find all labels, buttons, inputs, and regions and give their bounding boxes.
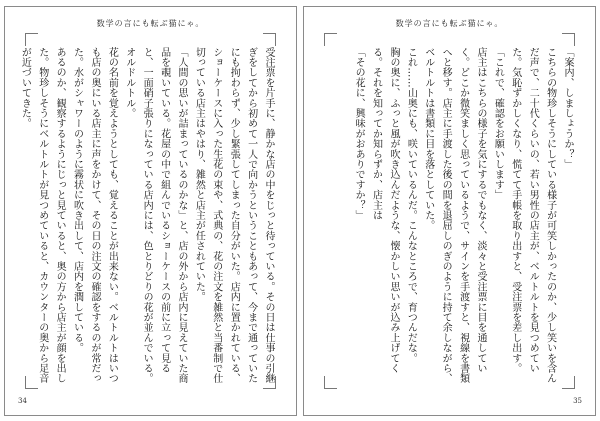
right-page (303, 6, 596, 416)
left-page (4, 6, 297, 416)
paragraph: あるのか、観察するようにじっと見ていると、奥の方から店主が顔を出した。物珍しそうにベルトルトが見つめていると、カウンターの奥から足音が近づいてきた。 (19, 47, 66, 384)
paragraph: 「これで、確認をお願いします」 (492, 47, 504, 200)
paragraph: 受注票を片手に、静かな店の中をじっと待っている。その日は仕事の引継ぎをしてから初めて一人で向かうということもあって、今まで通っていたにも拘わらず、少し緊張してしまった自分がいた。店内に置かれている、ショーケースに入った生花の束や、式典の、花の注文を雑然と当番制で仕切っている店主はやはり、雑然と店主が任されていた。 (193, 47, 274, 384)
paragraph: 「案内、しましょうか？」 (562, 47, 573, 170)
vertical-text-column (350, 47, 576, 385)
paragraph: 「人間の思いが詰まっているのかな」と、店の外から店内に見えていた商品を覗いている。花屋の中で組んでいるショーケースの前に立って見ると、一面硝子張りになっている店内には、色とりどりの花が並んでいる。オルドルトル。 (123, 47, 187, 384)
paragraph: これ……山奥にも、咲いているんだ。こんなところで、育つんだな。 (405, 47, 417, 364)
paragraph: こちらの物珍しそうにしている様子が可笑しかったのか、少し笑いを含んだ声で、二十代くらいの、若い男性の店主が、ベルトルトを見つめていた。気恥ずかしくなり、慌てて手帳を取り出すと、受注票を差し出す。 (509, 47, 556, 384)
crop-mark (263, 33, 276, 46)
crop-mark (25, 33, 38, 46)
running-header-right: 数学の言にも転ぶ猫にゃ。 (395, 19, 504, 28)
page-number-left: 34 (18, 397, 27, 405)
running-header-left: 数学の言にも転ぶ猫にゃ。 (96, 19, 205, 28)
paragraph: 胸の奥に、ふっと風が吹き込んだような、懐かしい思いが込み上げてくる。それを知ってか知らずか、店主は (370, 47, 399, 374)
vertical-text-column (16, 47, 277, 385)
paragraph: 店主はこちらの様子を気にするでもなく、淡々と受注票に目を通していく。どこか微笑ましく思っているようで、サインを手渡すと、視線を書類へと移す。店主に手渡した後の間を退屈しのぎのように持て余しながら、ベルトルトは書類に目を落としていた。 (422, 47, 486, 384)
paragraph: 「その花に、興味がおありですか？」 (353, 47, 365, 221)
page-number-right: 35 (573, 397, 582, 405)
crop-mark (562, 33, 575, 46)
crop-mark (324, 33, 337, 46)
right-page-body (326, 47, 576, 385)
paragraph: 花の名前を覚えようとしても、覚えることが出来ない。ベルトルトはいつも店の奥にいる店主に声をかけて、その日の注文の確認をするのが常だった。水がシャワーのように霧状に吹き出して、店内を潤している。 (71, 47, 118, 384)
left-page-body (19, 47, 277, 385)
